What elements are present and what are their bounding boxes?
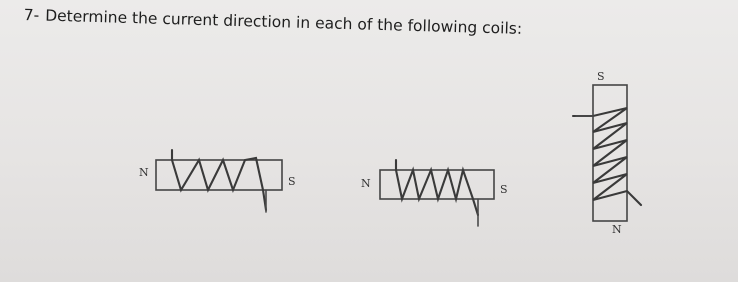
coil-1-winding <box>172 150 266 210</box>
coil-3-top-pole-label: S <box>597 70 605 83</box>
coil-3-bottom-pole-label: N <box>612 223 622 236</box>
question-text: Determine the current direction in each of the following coils: <box>44 6 523 38</box>
coil-1 <box>139 150 296 212</box>
coil-1-right-pole-label: S <box>288 175 296 188</box>
coil-1-core <box>156 160 282 190</box>
coil-2 <box>361 160 508 226</box>
coil-3 <box>573 70 641 236</box>
coil-2-left-pole-label: N <box>361 177 371 190</box>
coil-2-winding <box>396 160 478 215</box>
coil-1-left-pole-label: N <box>139 166 149 179</box>
coil-3-winding <box>573 108 641 205</box>
question-number: 7- <box>23 6 40 25</box>
coil-2-right-pole-label: S <box>500 183 508 196</box>
